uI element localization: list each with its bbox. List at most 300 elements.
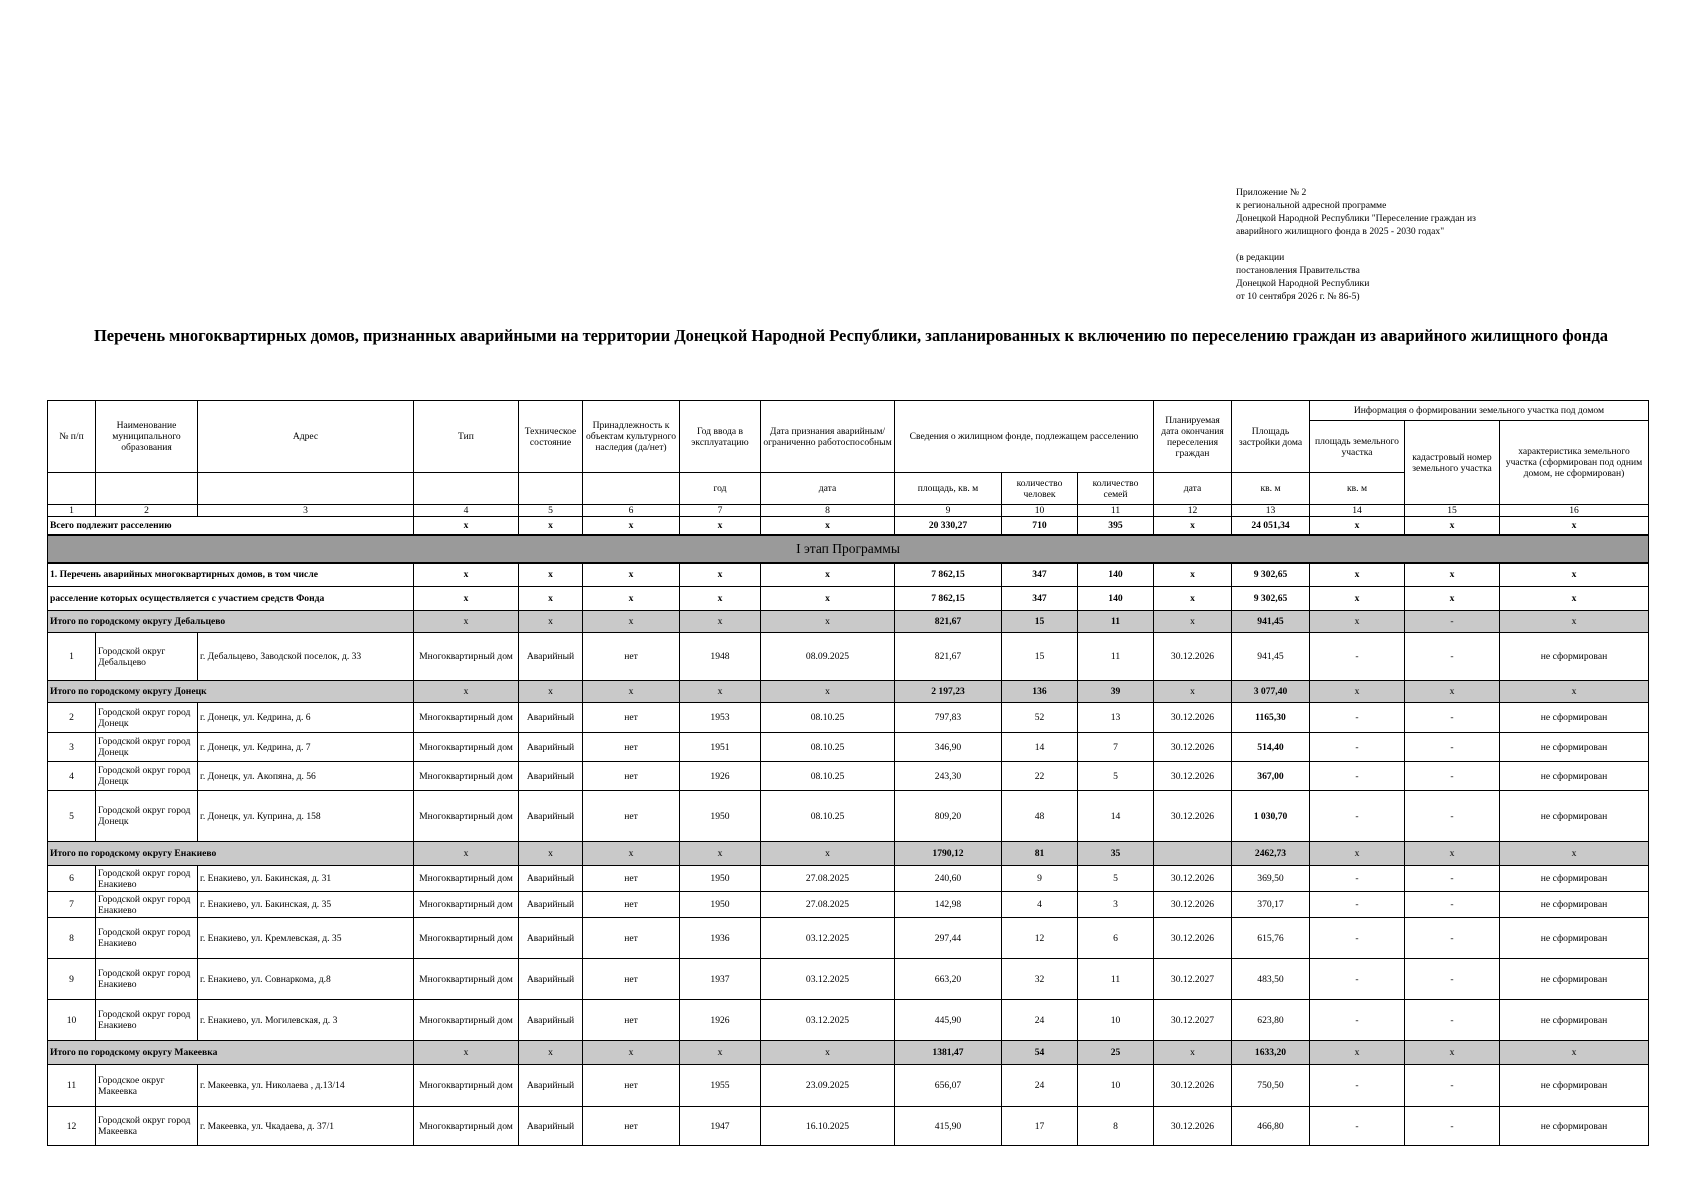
cell-addr: г. Макеевка, ул. Николаева , д.13/14 xyxy=(198,1065,414,1107)
cell-larea: - xyxy=(1310,959,1405,1000)
summary-row xyxy=(48,611,1649,633)
cell-cond: Аварийный xyxy=(519,1107,583,1146)
summary-cell: 25 xyxy=(1078,1041,1154,1065)
cell-larea: - xyxy=(1310,762,1405,791)
summary-cell: х xyxy=(1405,563,1500,587)
cell-cad: - xyxy=(1405,918,1500,959)
cell-fam: 11 xyxy=(1078,959,1154,1000)
summary-cell: 9 302,65 xyxy=(1232,563,1310,587)
cell-type: Многоквартирный дом xyxy=(414,892,519,918)
cell-n: 5 xyxy=(48,791,96,842)
cell-cond: Аварийный xyxy=(519,791,583,842)
cell-cad: - xyxy=(1405,633,1500,681)
col-number: 5 xyxy=(519,505,583,517)
col-number: 11 xyxy=(1078,505,1154,517)
summary-cell: х xyxy=(680,563,761,587)
cell-cad: - xyxy=(1405,1065,1500,1107)
cell-n: 8 xyxy=(48,918,96,959)
col-number: 3 xyxy=(198,505,414,517)
cell-her: нет xyxy=(583,733,680,762)
summary-cell: х xyxy=(1310,517,1405,535)
table-row xyxy=(48,866,1649,892)
cell-area: 243,30 xyxy=(895,762,1002,791)
summary-cell: х xyxy=(1310,1041,1405,1065)
summary-cell: 7 862,15 xyxy=(895,563,1002,587)
cell-lchar: не сформирован xyxy=(1500,1107,1649,1146)
summary-cell: х xyxy=(519,1041,583,1065)
appendix-line: (в редакции xyxy=(1236,252,1285,263)
cell-larea: - xyxy=(1310,866,1405,892)
cell-larea: - xyxy=(1310,892,1405,918)
summary-cell: 35 xyxy=(1078,842,1154,866)
summary-cell: х xyxy=(680,587,761,611)
summary-cell: 24 051,34 xyxy=(1232,517,1310,535)
header-type: Тип xyxy=(414,401,519,473)
summary-cell: х xyxy=(1310,587,1405,611)
table-row xyxy=(48,1000,1649,1041)
summary-label: Итого по городскому округу Донецк xyxy=(48,681,414,703)
summary-cell: 941,45 xyxy=(1232,611,1310,633)
cell-mun: Городской округ Дебальцево xyxy=(96,633,198,681)
table-row xyxy=(48,703,1649,733)
summary-cell: х xyxy=(1500,681,1649,703)
cell-people: 24 xyxy=(1002,1065,1078,1107)
summary-cell: х xyxy=(583,587,680,611)
cell-mun: Городской округ город Енакиево xyxy=(96,959,198,1000)
cell-area: 142,98 xyxy=(895,892,1002,918)
summary-cell: 140 xyxy=(1078,563,1154,587)
cell-type: Многоквартирный дом xyxy=(414,762,519,791)
cell-type: Многоквартирный дом xyxy=(414,1000,519,1041)
cell-n: 4 xyxy=(48,762,96,791)
col-number: 7 xyxy=(680,505,761,517)
cell-date: 03.12.2025 xyxy=(761,959,895,1000)
cell-mun: Городской округ город Енакиево xyxy=(96,1000,198,1041)
cell-year: 1926 xyxy=(680,762,761,791)
summary-cell: х xyxy=(1154,517,1232,535)
header-num-cont xyxy=(48,473,96,505)
cell-date: 03.12.2025 xyxy=(761,1000,895,1041)
cell-mun: Городской округ город Енакиево xyxy=(96,892,198,918)
unit-year: год xyxy=(680,473,761,505)
cell-area: 297,44 xyxy=(895,918,1002,959)
summary-cell: х xyxy=(1154,611,1232,633)
cell-addr: г. Дебальцево, Заводской поселок, д. 33 xyxy=(198,633,414,681)
stage-label: I этап Программы xyxy=(48,535,1649,563)
document-title: Перечень многоквартирных домов, признанных аварийными на территории Донецкой Народной Республики, запланированных к включению по переселению граждан из аварийного жилищного фонда xyxy=(93,326,1609,345)
cell-type: Многоквартирный дом xyxy=(414,866,519,892)
header-cadastral: кадастровый номер земельного участка xyxy=(1405,421,1500,505)
summary-cell: 39 xyxy=(1078,681,1154,703)
header-addr-cont xyxy=(198,473,414,505)
summary-cell: 7 862,15 xyxy=(895,587,1002,611)
summary-cell: х xyxy=(414,611,519,633)
cell-cad: - xyxy=(1405,791,1500,842)
cell-cond: Аварийный xyxy=(519,959,583,1000)
cell-date: 03.12.2025 xyxy=(761,918,895,959)
cell-barea: 466,80 xyxy=(1232,1107,1310,1146)
summary-cell: х xyxy=(414,517,519,535)
cell-area: 240,60 xyxy=(895,866,1002,892)
appendix-line: от 10 сентября 2026 г. № 86-5) xyxy=(1236,291,1360,302)
cell-year: 1936 xyxy=(680,918,761,959)
cell-n: 9 xyxy=(48,959,96,1000)
summary-cell: 347 xyxy=(1002,587,1078,611)
cell-her: нет xyxy=(583,1065,680,1107)
cell-her: нет xyxy=(583,1107,680,1146)
summary-cell: 3 077,40 xyxy=(1232,681,1310,703)
cell-area: 656,07 xyxy=(895,1065,1002,1107)
summary-cell: х xyxy=(761,1041,895,1065)
cell-larea: - xyxy=(1310,633,1405,681)
cell-addr: г. Донецк, ул. Куприна, д. 158 xyxy=(198,791,414,842)
summary-cell: 2462,73 xyxy=(1232,842,1310,866)
cell-year: 1950 xyxy=(680,866,761,892)
summary-cell: 710 xyxy=(1002,517,1078,535)
unit-sqm: кв. м xyxy=(1232,473,1310,505)
cell-addr: г. Донецк, ул. Акопяна, д. 56 xyxy=(198,762,414,791)
cell-barea: 514,40 xyxy=(1232,733,1310,762)
header-year-in: Год ввода в эксплуатацию xyxy=(680,401,761,473)
header-build-area: Площадь застройки дома xyxy=(1232,401,1310,473)
cell-people: 4 xyxy=(1002,892,1078,918)
cell-cond: Аварийный xyxy=(519,866,583,892)
cell-larea: - xyxy=(1310,703,1405,733)
appendix-line: Донецкой Народной Республики xyxy=(1236,278,1370,289)
summary-cell: х xyxy=(1500,517,1649,535)
summary-cell: х xyxy=(1405,517,1500,535)
summary-cell: 821,67 xyxy=(895,611,1002,633)
stage-row xyxy=(48,535,1649,563)
cell-cad: - xyxy=(1405,703,1500,733)
cell-mun: Городской округ город Донецк xyxy=(96,791,198,842)
cell-addr: г. Енакиево, ул. Бакинская, д. 31 xyxy=(198,866,414,892)
cell-cond: Аварийный xyxy=(519,918,583,959)
cell-date: 23.09.2025 xyxy=(761,1065,895,1107)
cell-people: 9 xyxy=(1002,866,1078,892)
summary-cell: 1381,47 xyxy=(895,1041,1002,1065)
cell-cad: - xyxy=(1405,866,1500,892)
summary-cell: х xyxy=(1154,563,1232,587)
header-type-cont xyxy=(414,473,519,505)
header-recognition-date: Дата признания аварийным/ограниченно работоспособным xyxy=(761,401,895,473)
col-number: 6 xyxy=(583,505,680,517)
cell-plan: 30.12.2026 xyxy=(1154,733,1232,762)
summary-cell: х xyxy=(680,611,761,633)
cell-area: 445,90 xyxy=(895,1000,1002,1041)
cell-fam: 7 xyxy=(1078,733,1154,762)
cell-lchar: не сформирован xyxy=(1500,959,1649,1000)
cell-people: 24 xyxy=(1002,1000,1078,1041)
summary-cell: х xyxy=(414,681,519,703)
cell-n: 6 xyxy=(48,866,96,892)
cell-people: 17 xyxy=(1002,1107,1078,1146)
table-row xyxy=(48,1065,1649,1107)
cell-mun: Городское округ Макеевка xyxy=(96,1065,198,1107)
summary-cell: х xyxy=(583,611,680,633)
summary-cell: 395 xyxy=(1078,517,1154,535)
summary-cell: х xyxy=(1405,842,1500,866)
cell-her: нет xyxy=(583,959,680,1000)
cell-area: 346,90 xyxy=(895,733,1002,762)
table-row xyxy=(48,918,1649,959)
summary-cell: 9 302,65 xyxy=(1232,587,1310,611)
cell-area: 415,90 xyxy=(895,1107,1002,1146)
summary-label: Итого по городскому округу Енакиево xyxy=(48,842,414,866)
cell-larea: - xyxy=(1310,1000,1405,1041)
cell-mun: Городской округ город Енакиево xyxy=(96,866,198,892)
cell-barea: 1 030,70 xyxy=(1232,791,1310,842)
cell-her: нет xyxy=(583,762,680,791)
cell-addr: г. Макеевка, ул. Чкадаева, д. 37/1 xyxy=(198,1107,414,1146)
cell-year: 1953 xyxy=(680,703,761,733)
table-row xyxy=(48,1107,1649,1146)
header-fund: Сведения о жилищном фонде, подлежащем расселению xyxy=(895,401,1154,473)
summary-cell: х xyxy=(414,1041,519,1065)
cell-plan: 30.12.2027 xyxy=(1154,959,1232,1000)
cell-cad: - xyxy=(1405,1107,1500,1146)
cell-n: 11 xyxy=(48,1065,96,1107)
summary-label: расселение которых осуществляется с участием средств Фонда xyxy=(48,587,414,611)
cell-type: Многоквартирный дом xyxy=(414,1107,519,1146)
cell-mun: Городской округ город Донецк xyxy=(96,703,198,733)
cell-cond: Аварийный xyxy=(519,892,583,918)
cell-larea: - xyxy=(1310,1107,1405,1146)
col-number: 14 xyxy=(1310,505,1405,517)
cell-type: Многоквартирный дом xyxy=(414,1065,519,1107)
summary-cell: х xyxy=(680,517,761,535)
cell-fam: 10 xyxy=(1078,1000,1154,1041)
col-number: 2 xyxy=(96,505,198,517)
cell-n: 12 xyxy=(48,1107,96,1146)
appendix-line: постановления Правительства xyxy=(1236,265,1360,276)
summary-cell: 11 xyxy=(1078,611,1154,633)
cell-fam: 13 xyxy=(1078,703,1154,733)
cell-date: 08.10.25 xyxy=(761,791,895,842)
housing-table xyxy=(47,400,1649,1146)
cell-lchar: не сформирован xyxy=(1500,918,1649,959)
cell-n: 2 xyxy=(48,703,96,733)
unit-people: количество человек xyxy=(1002,473,1078,505)
col-number: 8 xyxy=(761,505,895,517)
cell-n: 10 xyxy=(48,1000,96,1041)
summary-cell: х xyxy=(761,563,895,587)
summary-cell: х xyxy=(414,587,519,611)
cell-addr: г. Донецк, ул. Кедрина, д. 6 xyxy=(198,703,414,733)
summary-row xyxy=(48,587,1649,611)
cell-people: 32 xyxy=(1002,959,1078,1000)
summary-cell: 140 xyxy=(1078,587,1154,611)
cell-lchar: не сформирован xyxy=(1500,1065,1649,1107)
cell-n: 3 xyxy=(48,733,96,762)
col-number: 12 xyxy=(1154,505,1232,517)
col-number: 15 xyxy=(1405,505,1500,517)
summary-cell: х xyxy=(583,842,680,866)
summary-cell: х xyxy=(1154,681,1232,703)
table-row xyxy=(48,791,1649,842)
summary-cell: х xyxy=(519,842,583,866)
cell-plan: 30.12.2026 xyxy=(1154,1065,1232,1107)
cell-larea: - xyxy=(1310,791,1405,842)
header-mun-cont xyxy=(96,473,198,505)
summary-cell: 54 xyxy=(1002,1041,1078,1065)
cell-plan: 30.12.2027 xyxy=(1154,1000,1232,1041)
summary-row xyxy=(48,1041,1649,1065)
summary-cell: х xyxy=(1405,1041,1500,1065)
cell-date: 08.10.25 xyxy=(761,703,895,733)
cell-year: 1950 xyxy=(680,791,761,842)
summary-label: Итого по городскому округу Макеевка xyxy=(48,1041,414,1065)
cell-year: 1948 xyxy=(680,633,761,681)
summary-cell: х xyxy=(680,842,761,866)
cell-her: нет xyxy=(583,918,680,959)
cell-larea: - xyxy=(1310,918,1405,959)
col-number: 16 xyxy=(1500,505,1649,517)
unit-area: площадь, кв. м xyxy=(895,473,1002,505)
summary-cell: 20 330,27 xyxy=(895,517,1002,535)
cell-cond: Аварийный xyxy=(519,1065,583,1107)
cell-cond: Аварийный xyxy=(519,1000,583,1041)
summary-cell: х xyxy=(680,681,761,703)
cell-lchar: не сформирован xyxy=(1500,791,1649,842)
cell-area: 663,20 xyxy=(895,959,1002,1000)
cell-barea: 369,50 xyxy=(1232,866,1310,892)
summary-row xyxy=(48,563,1649,587)
summary-cell: х xyxy=(519,563,583,587)
table-row xyxy=(48,762,1649,791)
header-heritage: Принадлежность к объектам культурного наследия (да/нет) xyxy=(583,401,680,473)
cell-plan: 30.12.2026 xyxy=(1154,892,1232,918)
summary-cell: х xyxy=(1310,611,1405,633)
summary-cell xyxy=(1154,842,1232,866)
summary-cell: х xyxy=(761,611,895,633)
cell-date: 27.08.2025 xyxy=(761,866,895,892)
cell-n: 7 xyxy=(48,892,96,918)
header-her-cont xyxy=(583,473,680,505)
cell-barea: 750,50 xyxy=(1232,1065,1310,1107)
cell-fam: 8 xyxy=(1078,1107,1154,1146)
cell-lchar: не сформирован xyxy=(1500,633,1649,681)
summary-cell: х xyxy=(1310,563,1405,587)
summary-cell: - xyxy=(1405,611,1500,633)
summary-cell: х xyxy=(414,563,519,587)
summary-cell: х xyxy=(583,1041,680,1065)
summary-row xyxy=(48,842,1649,866)
summary-cell: х xyxy=(761,842,895,866)
cell-fam: 14 xyxy=(1078,791,1154,842)
cell-plan: 30.12.2026 xyxy=(1154,762,1232,791)
cell-barea: 941,45 xyxy=(1232,633,1310,681)
cell-cond: Аварийный xyxy=(519,733,583,762)
appendix-line: к региональной адресной программе xyxy=(1236,200,1387,211)
cell-addr: г. Енакиево, ул. Могилевская, д. 3 xyxy=(198,1000,414,1041)
header-cond-cont xyxy=(519,473,583,505)
cell-fam: 5 xyxy=(1078,866,1154,892)
header-num: № п/п xyxy=(48,401,96,473)
summary-cell: х xyxy=(519,587,583,611)
cell-lchar: не сформирован xyxy=(1500,762,1649,791)
cell-her: нет xyxy=(583,892,680,918)
cell-cad: - xyxy=(1405,762,1500,791)
header-condition: Техническое состояние xyxy=(519,401,583,473)
table-row xyxy=(48,733,1649,762)
appendix-line: аварийного жилищного фонда в 2025 - 2030 годах" xyxy=(1236,226,1445,237)
cell-type: Многоквартирный дом xyxy=(414,703,519,733)
summary-cell: х xyxy=(1154,1041,1232,1065)
summary-label: Всего подлежит расселению xyxy=(48,517,414,535)
cell-addr: г. Енакиево, ул. Кремлевская, д. 35 xyxy=(198,918,414,959)
cell-n: 1 xyxy=(48,633,96,681)
cell-date: 16.10.2025 xyxy=(761,1107,895,1146)
cell-cond: Аварийный xyxy=(519,762,583,791)
cell-addr: г. Енакиево, ул. Бакинская, д. 35 xyxy=(198,892,414,918)
summary-cell: х xyxy=(1500,611,1649,633)
cell-her: нет xyxy=(583,703,680,733)
cell-mun: Городской округ город Енакиево xyxy=(96,918,198,959)
cell-type: Многоквартирный дом xyxy=(414,733,519,762)
summary-cell: 347 xyxy=(1002,563,1078,587)
cell-year: 1937 xyxy=(680,959,761,1000)
summary-cell: 81 xyxy=(1002,842,1078,866)
cell-area: 797,83 xyxy=(895,703,1002,733)
summary-cell: х xyxy=(1405,681,1500,703)
cell-her: нет xyxy=(583,866,680,892)
cell-people: 12 xyxy=(1002,918,1078,959)
summary-cell: х xyxy=(583,563,680,587)
cell-fam: 6 xyxy=(1078,918,1154,959)
summary-cell: х xyxy=(761,587,895,611)
cell-addr: г. Енакиево, ул. Совнаркома, д.8 xyxy=(198,959,414,1000)
summary-cell: 136 xyxy=(1002,681,1078,703)
summary-cell: х xyxy=(761,517,895,535)
unit-families: количество семей xyxy=(1078,473,1154,505)
cell-her: нет xyxy=(583,791,680,842)
header-planned-date: Планируемая дата окончания переселения граждан xyxy=(1154,401,1232,473)
summary-cell: х xyxy=(583,517,680,535)
summary-cell: х xyxy=(1500,563,1649,587)
col-number: 13 xyxy=(1232,505,1310,517)
cell-date: 08.09.2025 xyxy=(761,633,895,681)
cell-date: 27.08.2025 xyxy=(761,892,895,918)
cell-cad: - xyxy=(1405,1000,1500,1041)
cell-people: 15 xyxy=(1002,633,1078,681)
cell-lchar: не сформирован xyxy=(1500,866,1649,892)
cell-plan: 30.12.2026 xyxy=(1154,791,1232,842)
col-number: 4 xyxy=(414,505,519,517)
summary-cell: 1790,12 xyxy=(895,842,1002,866)
cell-year: 1926 xyxy=(680,1000,761,1041)
summary-label: Итого по городскому округу Дебальцево xyxy=(48,611,414,633)
summary-row xyxy=(48,681,1649,703)
cell-year: 1950 xyxy=(680,892,761,918)
cell-barea: 1165,30 xyxy=(1232,703,1310,733)
header-municipality: Наименование муниципального образования xyxy=(96,401,198,473)
cell-type: Многоквартирный дом xyxy=(414,918,519,959)
cell-plan: 30.12.2026 xyxy=(1154,1107,1232,1146)
cell-larea: - xyxy=(1310,733,1405,762)
header-land-area: площадь земельного участка xyxy=(1310,421,1405,473)
cell-barea: 623,80 xyxy=(1232,1000,1310,1041)
cell-year: 1951 xyxy=(680,733,761,762)
table-row xyxy=(48,892,1649,918)
cell-people: 14 xyxy=(1002,733,1078,762)
cell-addr: г. Донецк, ул. Кедрина, д. 7 xyxy=(198,733,414,762)
summary-cell: х xyxy=(680,1041,761,1065)
summary-cell: х xyxy=(1310,681,1405,703)
cell-year: 1955 xyxy=(680,1065,761,1107)
table-row xyxy=(48,633,1649,681)
cell-area: 809,20 xyxy=(895,791,1002,842)
